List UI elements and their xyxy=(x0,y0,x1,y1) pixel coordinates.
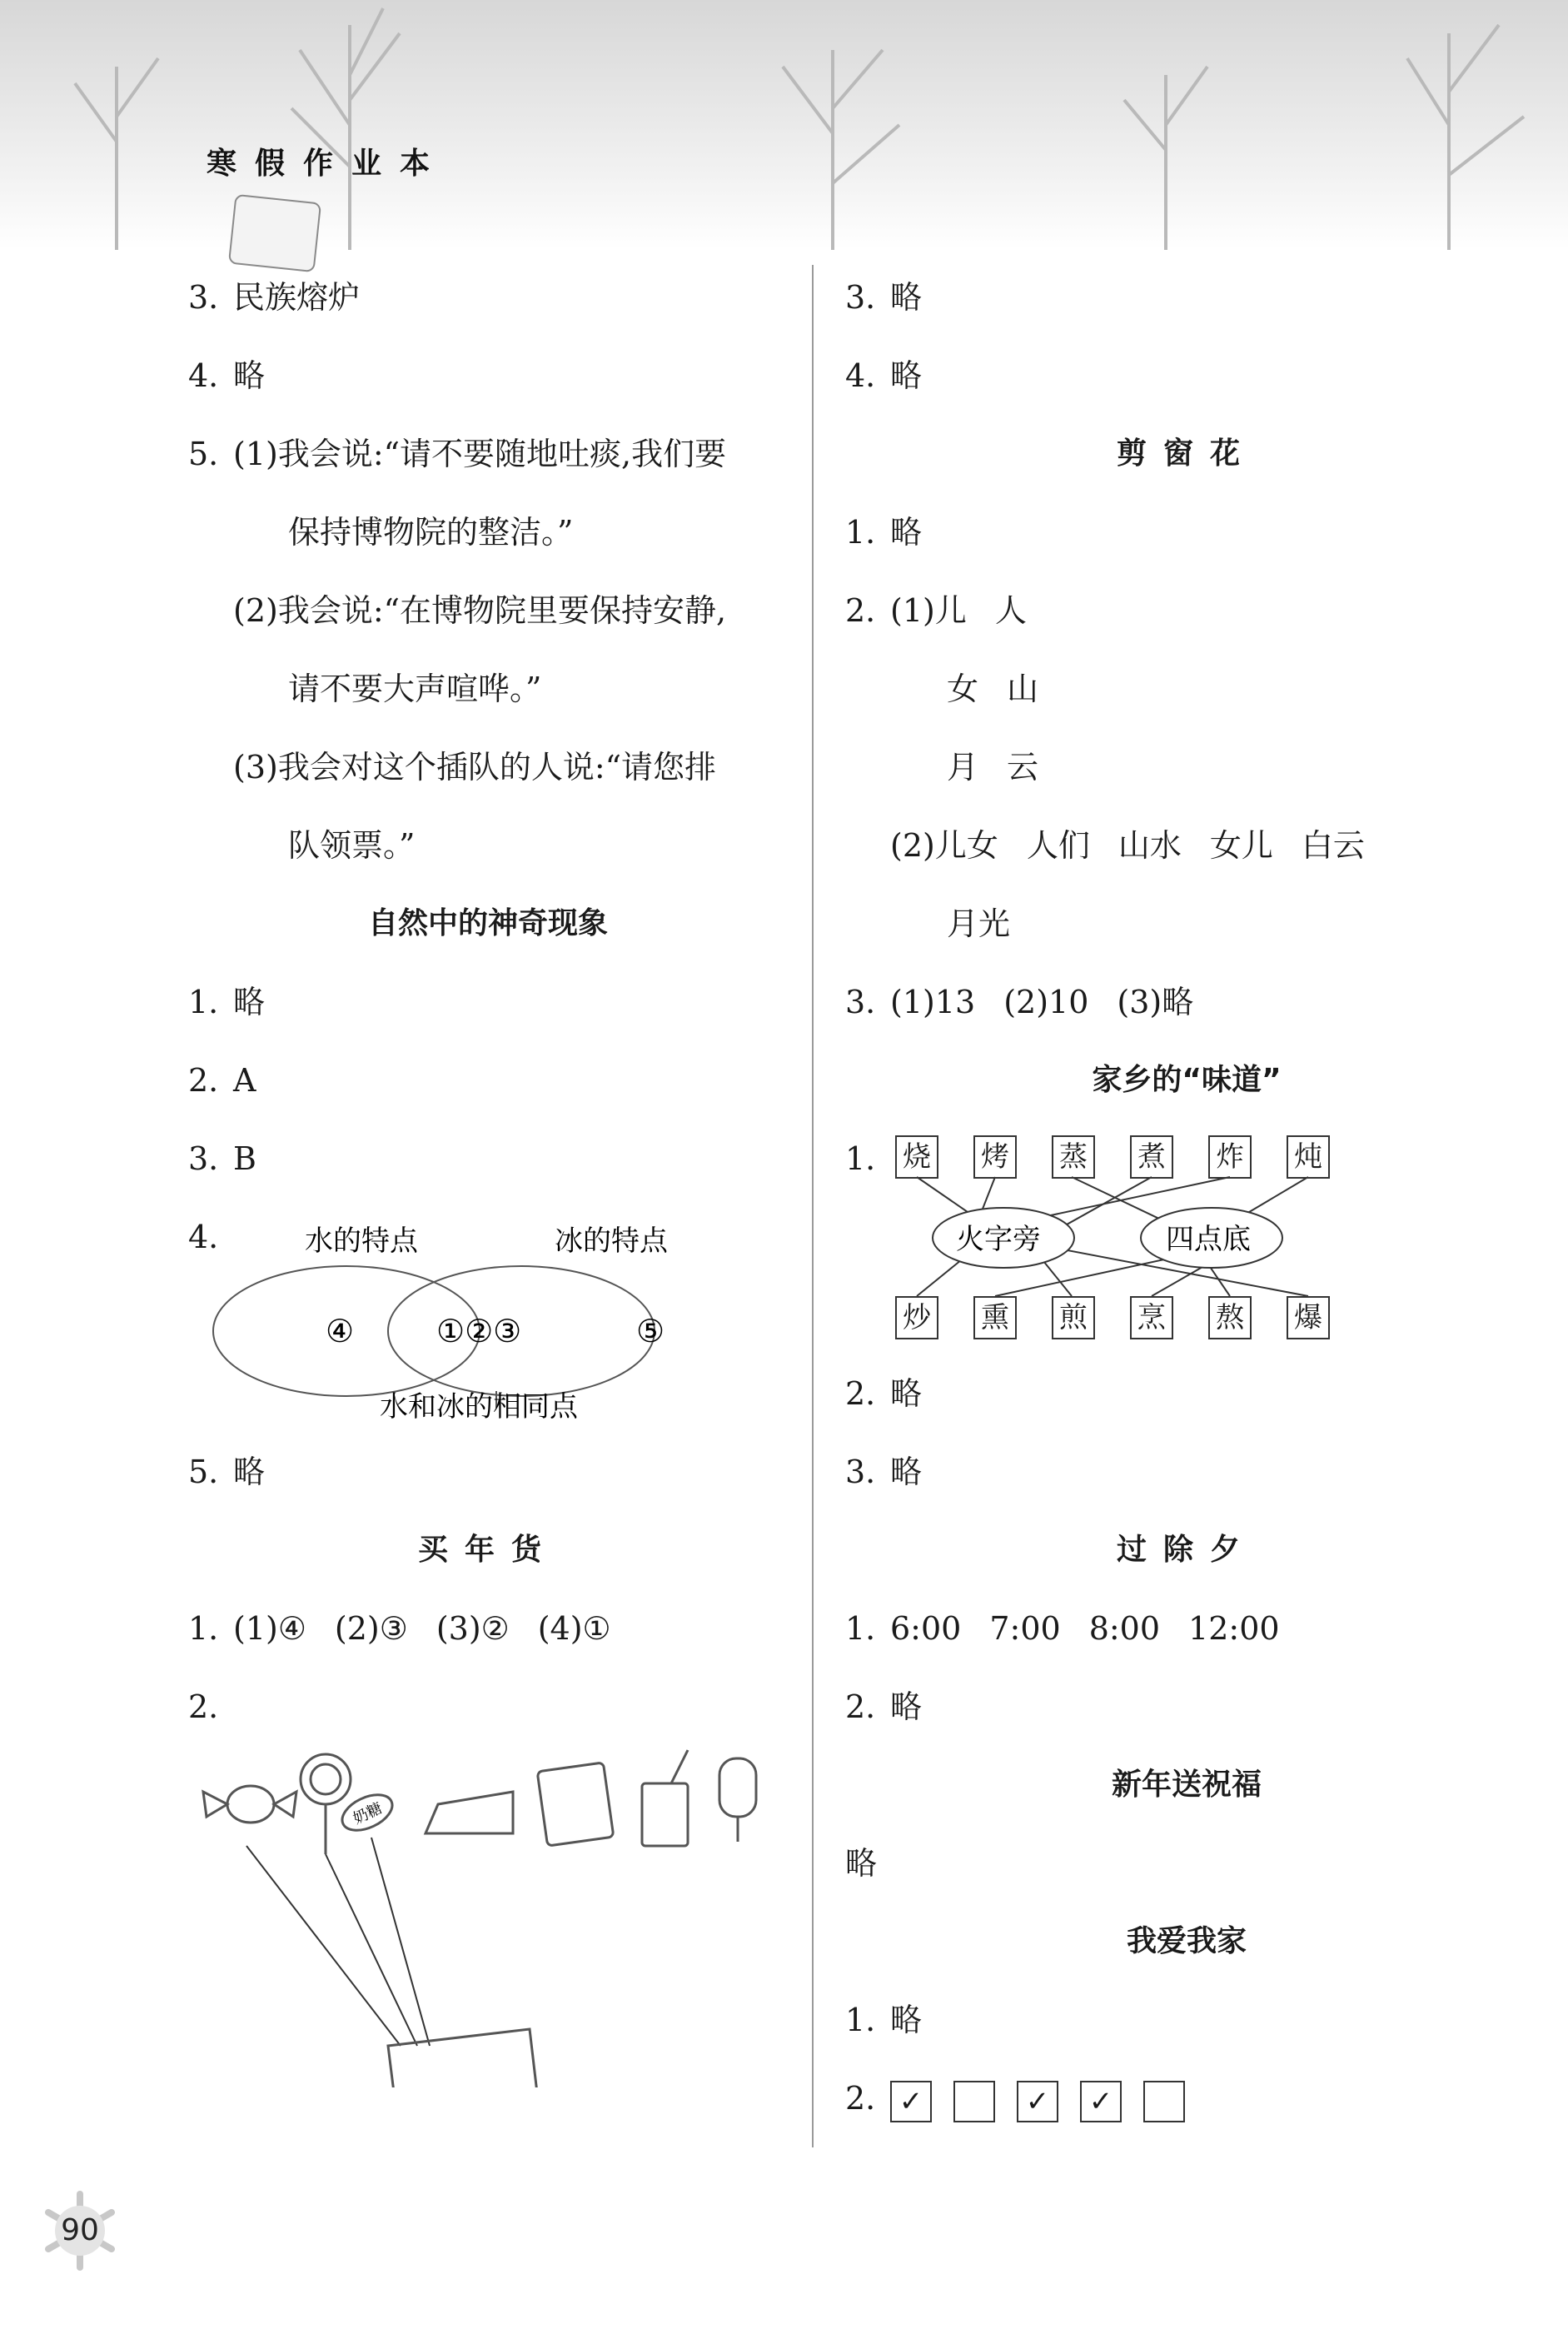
milk-candy-label: 奶糖 xyxy=(350,1799,386,1828)
radical-matching-diagram xyxy=(845,1120,1528,1354)
char-box: 熏 xyxy=(973,1296,1017,1339)
right-column xyxy=(845,258,1528,2137)
answer-line: 5. 略 xyxy=(188,1454,266,1490)
answer-line: 3. (1)13 (2)10 (3)略 xyxy=(845,984,1194,1020)
venn-left-label: 水的特点 xyxy=(305,1224,418,1258)
snack-bag-icon xyxy=(537,1763,614,1846)
top-char-row xyxy=(895,1135,1330,1179)
venn-right-item: ⑤ xyxy=(636,1313,665,1349)
answer-line: 女 山 xyxy=(947,671,1039,707)
answer-line: 2. ✓ ✓ ✓ xyxy=(845,2059,1528,2137)
answer-line: (2)儿女 人们 山水 女儿 白云 xyxy=(890,827,1365,864)
answer-line: 略 xyxy=(845,1845,878,1882)
answer-line: 1. 略 xyxy=(845,2002,923,2038)
page-number: 90 xyxy=(38,2189,122,2272)
answer-line: 4. 略 xyxy=(188,357,266,394)
book-title: 寒假作业本 xyxy=(207,147,449,181)
column-divider xyxy=(812,265,814,2147)
fire-radical-label: 火字旁 xyxy=(956,1223,1041,1256)
char-box: 炒 xyxy=(895,1296,938,1339)
venn-left-item: ④ xyxy=(326,1313,355,1349)
lollipop-icon xyxy=(301,1754,351,1804)
checkbox: ✓ xyxy=(1080,2081,1122,2122)
answer-line: 2. A xyxy=(188,1062,256,1099)
char-box: 烹 xyxy=(1130,1296,1173,1339)
checkbox xyxy=(1143,2081,1185,2122)
venn-diagram xyxy=(188,1198,788,1433)
answer-line: 2. 略 xyxy=(845,1688,923,1725)
section-title: 家乡的“味道” xyxy=(1092,1063,1282,1097)
answer-line: 1. 略 xyxy=(188,984,266,1020)
answer-line: 1. 略 xyxy=(845,514,923,551)
answer-line: 2. 略 xyxy=(845,1375,923,1412)
candy-icon xyxy=(227,1786,274,1823)
answer-line: 请不要大声喧哗。” xyxy=(288,671,542,707)
char-box: 炸 xyxy=(1208,1135,1252,1179)
answer-line: 3. 略 xyxy=(845,279,923,316)
answer-line: 4. 略 xyxy=(845,357,923,394)
char-box: 烤 xyxy=(973,1135,1017,1179)
answer-line: (2)我会说:“在博物院里要保持安静, xyxy=(233,592,727,629)
left-column xyxy=(188,258,788,2112)
drink-icon xyxy=(642,1783,688,1846)
answer-line: (3)我会对这个插队的人说:“请您排 xyxy=(233,749,717,785)
bottom-char-row xyxy=(895,1296,1330,1339)
section-title: 自然中的神奇现象 xyxy=(367,906,608,940)
cheese-icon xyxy=(426,1792,513,1833)
answer-line: 3. 略 xyxy=(845,1454,923,1490)
cart-icon xyxy=(388,2029,538,2087)
char-box: 熬 xyxy=(1208,1296,1252,1339)
char-box: 爆 xyxy=(1287,1296,1330,1339)
char-box: 炖 xyxy=(1287,1135,1330,1179)
char-box: 烧 xyxy=(895,1135,938,1179)
section-title: 新年送祝福 xyxy=(1111,1768,1262,1802)
venn-right-label: 冰的特点 xyxy=(555,1224,668,1258)
answer-line: 月光 xyxy=(947,905,1011,942)
char-box: 蒸 xyxy=(1052,1135,1095,1179)
answer-line: 保持博物院的整洁。” xyxy=(288,514,574,551)
answer-line: 1. 6:00 7:00 8:00 12:00 xyxy=(845,1610,1280,1647)
four-dots-label: 四点底 xyxy=(1166,1223,1251,1256)
checkbox: ✓ xyxy=(1017,2081,1058,2122)
answer-line: 队领票。” xyxy=(288,827,416,864)
popsicle-icon xyxy=(719,1758,756,1817)
char-box: 煮 xyxy=(1130,1135,1173,1179)
answer-line: 月 云 xyxy=(947,749,1039,785)
shopping-cart-illustration xyxy=(188,1746,788,2112)
section-title: 剪窗花 xyxy=(1116,436,1257,471)
answer-line: 3. 民族熔炉 xyxy=(188,279,361,316)
checkbox xyxy=(953,2081,995,2122)
venn-number: 4. xyxy=(188,1219,219,1255)
section-title: 我爱我家 xyxy=(1126,1924,1247,1958)
diagram-number: 1. xyxy=(845,1140,876,1177)
checkbox: ✓ xyxy=(890,2081,932,2122)
char-box: 煎 xyxy=(1052,1296,1095,1339)
answer-line: 5. (1)我会说:“请不要随地吐痰,我们要 xyxy=(188,436,727,472)
answer-line: 2. (1)儿 人 xyxy=(845,592,1027,629)
venn-middle-item: ①②③ xyxy=(436,1313,522,1349)
section-title: 买年货 xyxy=(417,1533,558,1567)
venn-bottom-label: 水和冰的相同点 xyxy=(380,1390,578,1424)
answer-line: 2. xyxy=(188,1688,219,1725)
venn-svg xyxy=(188,1198,788,1433)
answer-line: 1. (1)④ (2)③ (3)② (4)① xyxy=(188,1610,611,1647)
section-title: 过除夕 xyxy=(1116,1533,1257,1567)
answer-line: 3. B xyxy=(188,1140,256,1177)
